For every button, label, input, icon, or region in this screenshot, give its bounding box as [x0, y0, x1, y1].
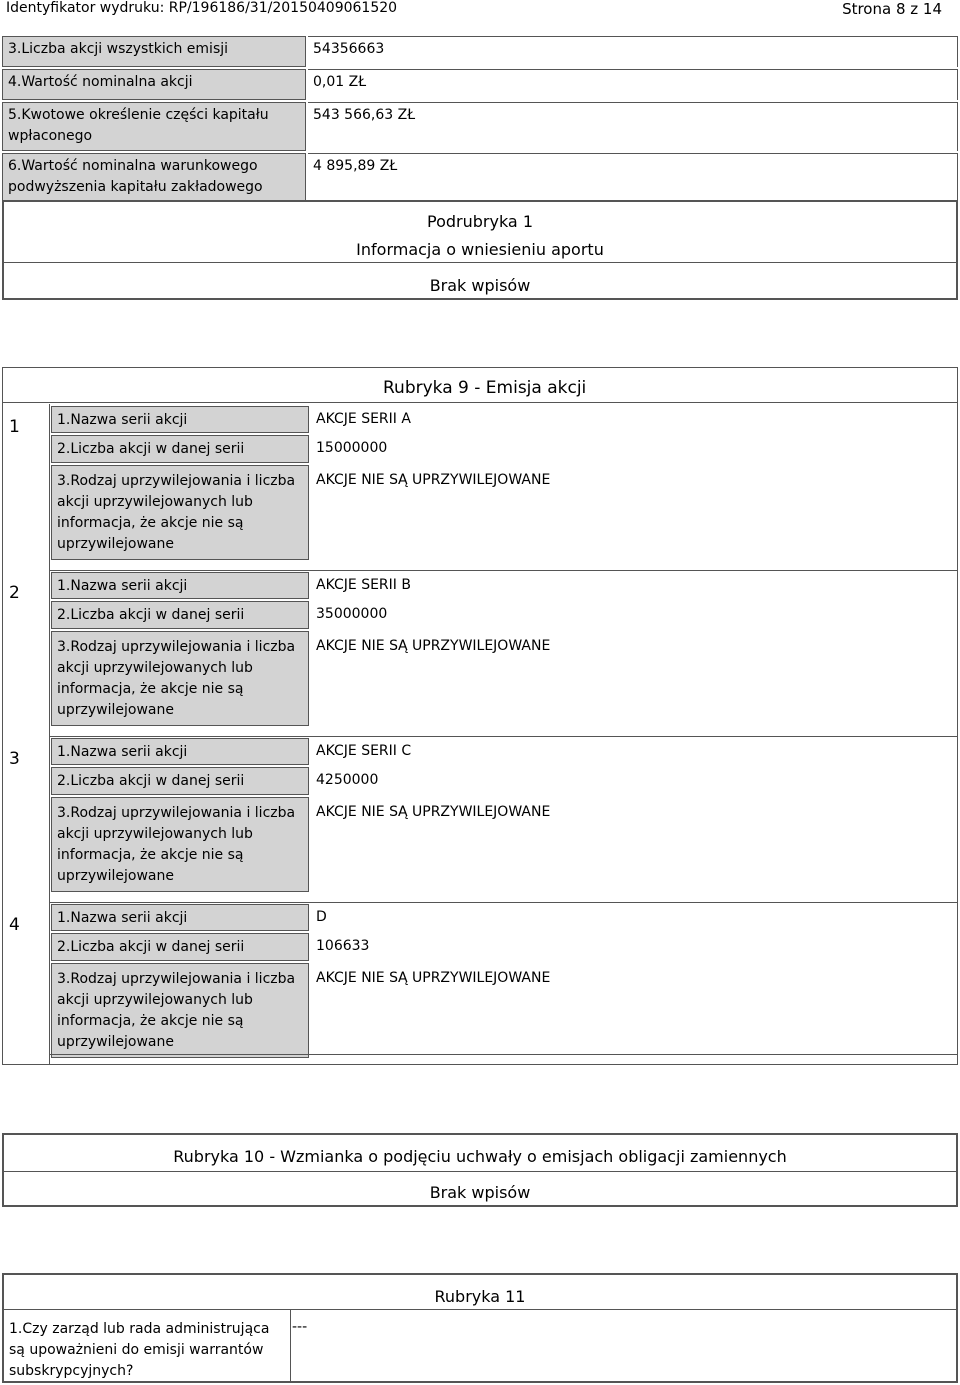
share-series-entry: [51, 738, 957, 902]
row-value: 0,01 ZŁ: [308, 69, 958, 100]
series-count-value: 15000000: [316, 440, 388, 456]
podrubryka-title: Podrubryka 1: [427, 212, 533, 231]
series-priv-value: AKCJE NIE SĄ UPRZYWILEJOWANE: [316, 472, 551, 488]
print-identifier: Identyfikator wydruku: RP/196186/31/20150409061520: [6, 0, 398, 16]
section-title: Rubryka 11: [434, 1287, 526, 1306]
series-count-label: 2.Liczba akcji w danej serii: [57, 441, 245, 457]
series-count-value: 106633: [316, 938, 370, 954]
series-priv-label: 3.Rodzaj uprzywilejowania i liczba akcji uprzywilejowanych lub informacja, że akcje nie są uprzywilejowane: [57, 639, 296, 718]
series-priv-value: AKCJE NIE SĄ UPRZYWILEJOWANE: [316, 970, 551, 986]
share-capital-table: [2, 36, 958, 201]
question-value: ---: [292, 1319, 308, 1335]
series-priv-value: AKCJE NIE SĄ UPRZYWILEJOWANE: [316, 804, 551, 820]
series-priv-value: AKCJE NIE SĄ UPRZYWILEJOWANE: [316, 638, 551, 654]
series-count-label: 2.Liczba akcji w danej serii: [57, 773, 245, 789]
series-priv-label: 3.Rodzaj uprzywilejowania i liczba akcji uprzywilejowanych lub informacja, że akcje nie są uprzywilejowane: [57, 473, 296, 552]
entry-number-column: [3, 404, 50, 1065]
series-name-label: 1.Nazwa serii akcji: [57, 412, 188, 428]
series-name-label: 1.Nazwa serii akcji: [57, 578, 188, 594]
row-value: 54356663: [308, 36, 958, 67]
rubryka-11-section: [2, 1273, 958, 1383]
series-count-value: 4250000: [316, 772, 379, 788]
series-name-label: 1.Nazwa serii akcji: [57, 744, 188, 760]
podrubryka-1-section: [2, 200, 958, 300]
series-count-label: 2.Liczba akcji w danej serii: [57, 939, 245, 955]
row-value: 4 895,89 ZŁ: [308, 153, 958, 201]
series-priv-label: 3.Rodzaj uprzywilejowania i liczba akcji uprzywilejowanych lub informacja, że akcje nie są uprzywilejowane: [57, 805, 296, 884]
question-label: 1.Czy zarząd lub rada administrująca są upoważnieni do emisji warrantów subskrypcyjnych?: [4, 1310, 291, 1383]
entry-number: 3: [9, 749, 20, 769]
empty-entries: Brak wpisów: [429, 276, 531, 295]
entry-number: 4: [9, 915, 20, 935]
entry-number: 2: [9, 583, 20, 603]
row-label: 5.Kwotowe określenie części kapitału wpłaconego: [2, 102, 306, 151]
series-name-value: AKCJE SERII C: [316, 743, 412, 759]
series-count-label: 2.Liczba akcji w danej serii: [57, 607, 245, 623]
rubryka-10-section: [2, 1133, 958, 1207]
rubryka-9-section: [2, 367, 958, 1065]
share-series-entry: [51, 904, 957, 1068]
podrubryka-subtitle: Informacja o wniesieniu aportu: [356, 240, 604, 259]
series-name-value: D: [316, 909, 327, 925]
section-title: Rubryka 10 - Wzmianka o podjęciu uchwały o emisjach obligacji zamiennych: [173, 1147, 787, 1166]
series-priv-label: 3.Rodzaj uprzywilejowania i liczba akcji uprzywilejowanych lub informacja, że akcje nie są uprzywilejowane: [57, 971, 296, 1050]
row-label: 3.Liczba akcji wszystkich emisji: [2, 36, 306, 67]
section-title: Rubryka 9 - Emisja akcji: [383, 378, 587, 398]
series-name-value: AKCJE SERII A: [316, 411, 411, 427]
row-label: 4.Wartość nominalna akcji: [2, 69, 306, 100]
share-series-entry: [51, 406, 957, 570]
series-count-value: 35000000: [316, 606, 388, 622]
share-series-entry: [51, 572, 957, 736]
empty-entries: Brak wpisów: [429, 1183, 531, 1202]
page-number: Strona 8 z 14: [842, 0, 942, 18]
entry-number: 1: [9, 417, 20, 437]
series-name-value: AKCJE SERII B: [316, 577, 411, 593]
row-label: 6.Wartość nominalna warunkowego podwyższenia kapitału zakładowego: [2, 153, 306, 201]
series-name-label: 1.Nazwa serii akcji: [57, 910, 188, 926]
row-value: 543 566,63 ZŁ: [308, 102, 958, 151]
